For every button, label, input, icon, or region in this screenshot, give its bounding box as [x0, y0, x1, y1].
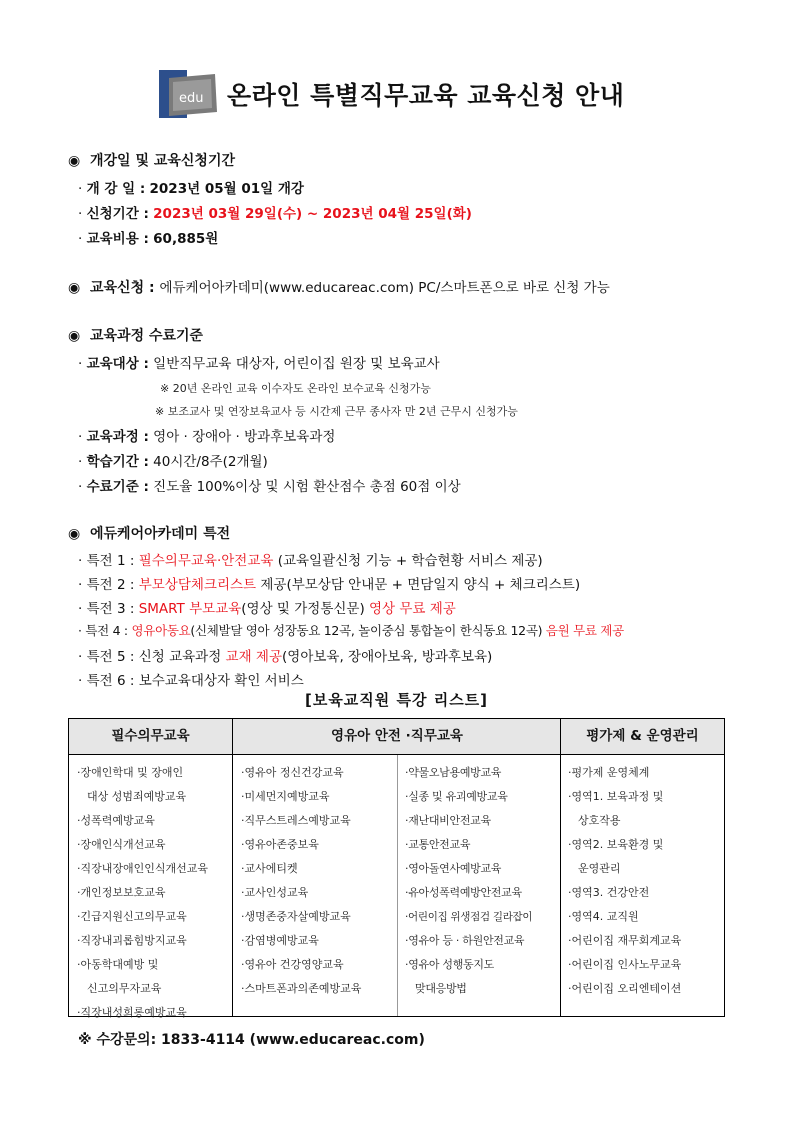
complete-line [78, 475, 461, 495]
target-line [78, 352, 440, 372]
logo-text: edu [179, 91, 204, 106]
note-1: ※ 20년 온라인 교육 이수자도 온라인 보수교육 신청가능 [160, 382, 431, 395]
benefit-2-label: 특전 2 : [86, 577, 135, 593]
bullet: · [78, 454, 83, 470]
list-item: ·개인정보보호교육 [77, 886, 166, 899]
bullet: · [78, 553, 83, 569]
bullet: · [78, 429, 83, 445]
list-item: ·성폭력예방교육 [77, 814, 155, 827]
column-safety-2 [405, 761, 532, 1001]
duration-line [78, 450, 268, 470]
fee-label: 교육비용 : [86, 231, 149, 247]
bullet: · [78, 601, 83, 617]
benefit-2-highlight: 부모상담체크리스트 [138, 577, 257, 593]
list-item: 신고의무자교육 [87, 982, 162, 995]
apply-period-value: 2023년 03월 29일(수) ~ 2023년 04월 25일(화) [153, 206, 472, 222]
duration-label: 학습기간 : [86, 454, 149, 470]
list-item: ·영역3. 건강안전 [568, 886, 650, 899]
benefit-4-text: (신체발달 영아 성장동요 12곡, 놀이중심 통합놀이 한식동요 12곡) [190, 623, 546, 638]
divider-thin [397, 755, 398, 1016]
list-item: ·생명존중자살예방교육 [241, 910, 351, 923]
list-item: ·긴급지원신고의무교육 [77, 910, 187, 923]
list-item: ·영아돌연사예방교육 [405, 862, 502, 875]
list-item: ·감염병예방교육 [241, 934, 319, 947]
benefit-1-label: 특전 1 : [86, 553, 135, 569]
benefit-5 [78, 645, 492, 665]
page-title: 온라인 특별직무교육 교육신청 안내 [227, 81, 625, 110]
column-evaluation [568, 761, 681, 1001]
section-period-heading: ◉ 개강일 및 교육신청기간 [68, 153, 235, 169]
column-mandatory [77, 761, 208, 1025]
note-2: ※ 보조교사 및 연장보육교사 등 시간제 근무 종사자 만 2년 근무시 신청가능 [155, 405, 518, 418]
column-safety-1 [241, 761, 361, 1001]
table-header [69, 719, 724, 755]
benefit-3-text: (영상 및 가정통신문) [241, 601, 370, 617]
fee-line [78, 227, 218, 247]
bullet: · [78, 577, 83, 593]
header-evaluation: 평가제 & 운영관리 [586, 728, 699, 744]
section-mark: ◉ [68, 280, 81, 296]
target-value: 일반직무교육 대상자, 어린이집 원장 및 보육교사 [153, 356, 440, 372]
duration-value: 40시간/8주(2개월) [153, 454, 268, 470]
benefit-1-highlight: 필수의무교육·안전교육 [138, 553, 274, 569]
start-date-label: 개 강 일 : [86, 181, 146, 197]
application-text: 에듀케어아카데미(www.educareac.com) PC/스마트폰으로 바로 신청 가능 [159, 280, 610, 296]
bullet: · [78, 206, 83, 222]
benefit-3-highlight: SMART 부모교육 [138, 601, 242, 617]
benefit-6-label: 특전 6 : [86, 673, 135, 689]
benefit-3-highlight-2: 영상 무료 제공 [369, 601, 456, 617]
section-mark: ◉ [68, 526, 81, 542]
benefit-4-highlight: 영유아동요 [131, 623, 191, 638]
list-item: 대상 성범죄예방교육 [87, 790, 187, 803]
table-title: [보육교직원 특강 리스트] [304, 691, 489, 709]
contact-info: ※ 수강문의: 1833-4114 (www.educareac.com) [78, 1032, 425, 1048]
apply-period-label: 신청기간 : [86, 206, 149, 222]
edu-logo-icon [155, 68, 225, 120]
bullet: · [78, 181, 83, 197]
bullet: · [78, 356, 83, 372]
apply-period-line [78, 202, 472, 222]
benefit-5-pre: 신청 교육과정 [138, 649, 226, 665]
bullet: · [78, 231, 83, 247]
list-item: ·장애인학대 및 장애인 [77, 766, 184, 779]
list-item: ·약물오남용예방교육 [405, 766, 502, 779]
list-item: 상호작용 [578, 814, 621, 827]
section-mark: ◉ [68, 328, 81, 344]
list-item: ·평가제 운영체계 [568, 766, 650, 779]
complete-value: 진도율 100%이상 및 시험 환산점수 총점 60점 이상 [153, 479, 461, 495]
list-item: ·직무스트레스예방교육 [241, 814, 351, 827]
list-item: ·교사인성교육 [241, 886, 309, 899]
start-date-value: 2023년 05월 01일 개강 [149, 181, 304, 197]
benefit-6-text: 보수교육대상자 확인 서비스 [138, 673, 304, 689]
benefit-2-text: 제공(부모상담 안내문 + 면담일지 양식 + 체크리스트) [256, 577, 581, 593]
list-item: ·직장내성희롱예방교육 [77, 1006, 187, 1019]
list-item: ·영역2. 보육환경 및 [568, 838, 664, 851]
benefit-5-highlight: 교재 제공 [225, 649, 283, 665]
application-heading: 교육신청 : [90, 280, 155, 296]
divider [560, 719, 561, 1016]
complete-label: 수료기준 : [86, 479, 149, 495]
benefit-3-label: 특전 3 : [86, 601, 135, 617]
benefit-4-label: 특전 4 : [85, 623, 128, 638]
list-item: ·교통안전교육 [405, 838, 471, 851]
list-item: ·장애인식개선교육 [77, 838, 166, 851]
list-item: ·재난대비안전교육 [405, 814, 491, 827]
title-block [155, 66, 675, 126]
list-item: ·실종 및 유괴예방교육 [405, 790, 508, 803]
divider [232, 719, 233, 1016]
section-benefits-heading: ◉ 에듀케어아카데미 특전 [68, 526, 231, 542]
bullet: · [78, 479, 83, 495]
section-application [68, 276, 610, 297]
bullet: · [78, 623, 82, 638]
list-item: ·영유아존중보육 [241, 838, 319, 851]
list-item: ·영유아 건강영양교육 [241, 958, 344, 971]
course-label: 교육과정 : [86, 429, 149, 445]
course-value: 영아 · 장애아 · 방과후보육과정 [153, 429, 336, 445]
list-item: ·어린이집 위생점검 길라잡이 [405, 911, 533, 923]
list-item: ·유아성폭력예방안전교육 [405, 886, 522, 899]
benefit-1-text: (교육일괄신청 기능 + 학습현황 서비스 제공) [273, 553, 543, 569]
benefit-5-label: 특전 5 : [86, 649, 135, 665]
list-item: ·어린이집 오리엔테이션 [568, 982, 682, 995]
benefit-6 [78, 669, 304, 689]
list-item: ·영유아 성행동지도 [405, 958, 495, 971]
list-item: ·영역1. 보육과정 및 [568, 790, 664, 803]
list-item: ·영역4. 교직원 [568, 910, 639, 923]
benefit-1 [78, 549, 543, 569]
list-item: 운영관리 [578, 862, 621, 875]
list-item: ·교사에티켓 [241, 862, 298, 875]
list-item: ·어린이집 재무회계교육 [568, 934, 682, 947]
list-item: ·스마트폰과의존예방교육 [241, 982, 362, 995]
list-item: ·미세먼지예방교육 [241, 790, 330, 803]
benefit-2 [78, 573, 580, 593]
benefit-4 [78, 621, 624, 639]
header-mandatory: 필수의무교육 [111, 728, 190, 744]
header-safety: 영유아 안전 ·직무교육 [331, 728, 463, 744]
benefit-4-highlight-2: 음원 무료 제공 [545, 623, 624, 638]
benefit-5-text: (영아보육, 장애아보육, 방과후보육) [282, 649, 493, 665]
bullet: · [78, 649, 83, 665]
start-date-line [78, 177, 304, 197]
list-item: ·아동학대예방 및 [77, 958, 159, 971]
list-item: ·영유아 정신건강교육 [241, 766, 344, 779]
fee-value: 60,885원 [153, 231, 219, 247]
section-mark: ◉ [68, 153, 81, 169]
section-criteria-heading: ◉ 교육과정 수료기준 [68, 328, 204, 344]
benefit-3 [78, 597, 456, 617]
course-table [68, 718, 725, 1017]
target-label: 교육대상 : [86, 356, 149, 372]
list-item: ·영유아 등 · 하원안전교육 [405, 934, 525, 947]
bullet: · [78, 673, 83, 689]
list-item: ·어린이집 인사노무교육 [568, 958, 682, 971]
list-item: 맞대응방법 [415, 982, 467, 995]
list-item: ·직장내장애인인식개선교육 [77, 862, 209, 875]
course-line [78, 425, 335, 445]
list-item: ·직장내괴롭힘방지교육 [77, 934, 187, 947]
